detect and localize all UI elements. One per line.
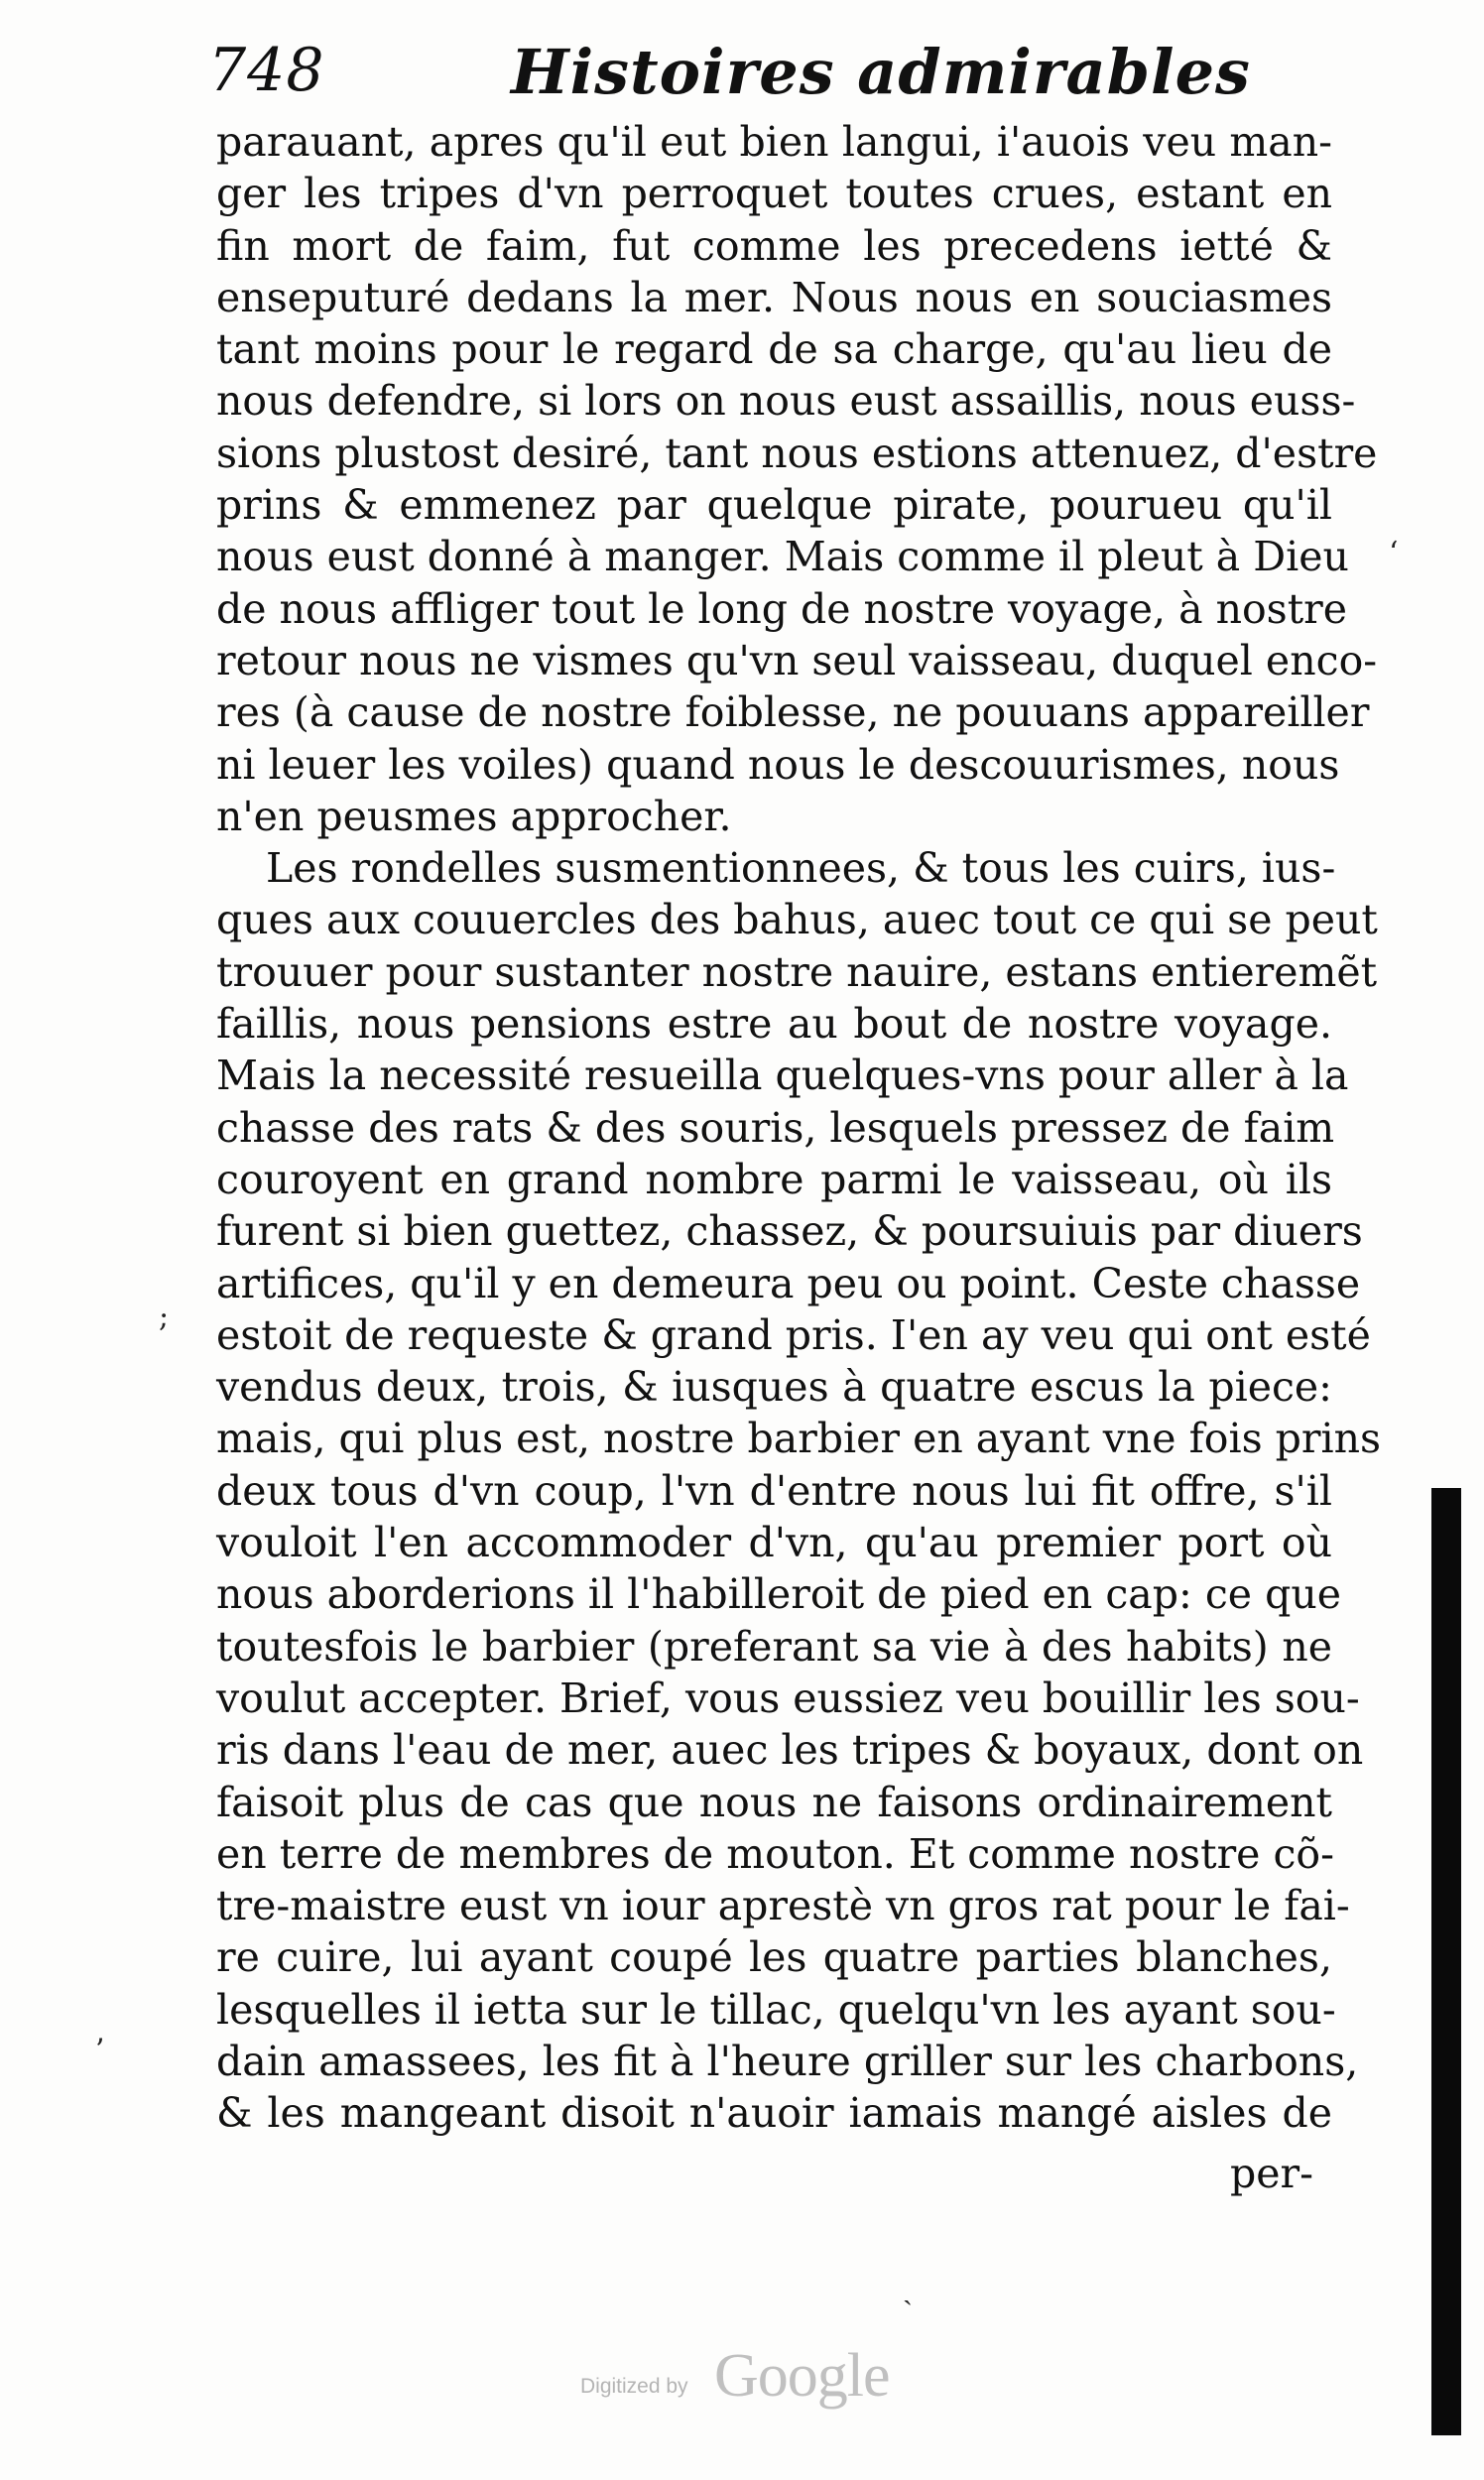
text-line: furent si bien guettez, chassez, & poursuiuis par diuers: [216, 1207, 1363, 1256]
text-line: lesquelles il ietta sur le tillac, quelqu'vn les ayant sou-: [216, 1985, 1336, 2034]
text-line: vouloit l'en accommoder d'vn, qu'au premier port où: [216, 1519, 1332, 1567]
text-line: retour nous ne vismes qu'vn seul vaisseau, duquel enco-: [216, 636, 1378, 684]
google-logo: Google: [714, 2342, 890, 2410]
text-line: mais, qui plus est, nostre barbier en ayant vne fois prins: [216, 1415, 1382, 1463]
ink-speck: ;: [159, 1300, 170, 1334]
text-line: en terre de membres de mouton. Et comme nostre cõ-: [216, 1829, 1334, 1878]
text-line: voulut accepter. Brief, vous eussiez veu bouillir les sou-: [216, 1674, 1360, 1722]
text-line: ris dans l'eau de mer, auec les tripes & boyaux, dont on: [216, 1726, 1364, 1775]
text-line: dain amassees, les fit à l'heure griller sur les charbons,: [216, 2037, 1359, 2085]
text-line: prins & emmenez par quelque pirate, pourueu qu'il: [216, 481, 1332, 530]
text-line: ger les tripes d'vn perroquet toutes crues, estant en: [216, 170, 1332, 218]
paragraph-start-line: Les rondelles susmentionnees, & tous les cuirs, ius-: [266, 844, 1336, 893]
text-line: fin mort de faim, fut comme les precedens ietté &: [216, 221, 1332, 270]
text-line: nous aborderions il l'habilleroit de pied en cap: ce que: [216, 1570, 1341, 1619]
text-line: nous defendre, si lors on nous eust assaillis, nous euss-: [216, 377, 1356, 426]
page-header: [208, 36, 1309, 125]
ink-speck: ʻ: [1389, 536, 1399, 570]
text-line: n'en peusmes approcher.: [216, 792, 732, 840]
text-line: chasse des rats & des souris, lesquels pressez de faim: [216, 1103, 1335, 1152]
ink-speck: ʼ: [94, 2034, 104, 2068]
text-line: artifices, qu'il y en demeura peu ou point. Ceste chasse: [216, 1259, 1361, 1307]
running-title: Histoires admirables: [511, 36, 1251, 108]
ink-speck: ˎ: [903, 2272, 913, 2306]
digitization-watermark: [580, 2341, 918, 2420]
text-line: sions plustost desiré, tant nous estions attenuez, d'estre: [216, 429, 1378, 477]
text-line: de nous affliger tout le long de nostre voyage, à nostre: [216, 584, 1348, 633]
text-line: vendus deux, trois, & iusques à quatre escus la piece:: [216, 1363, 1332, 1412]
text-line: faillis, nous pensions estre au bout de nostre voyage.: [216, 1000, 1332, 1049]
text-line: ques aux couuercles des bahus, auec tout ce qui se peut: [216, 896, 1378, 944]
body-text: [216, 116, 1382, 2140]
text-line: Mais la necessité resueilla quelques-vns pour aller à la: [216, 1052, 1349, 1100]
text-line: tant moins pour le regard de sa charge, qu'au lieu de: [216, 325, 1332, 374]
text-line: res (à cause de nostre foiblesse, ne pouuans appareiller: [216, 688, 1370, 737]
page-number: 748: [208, 36, 325, 105]
catchword: per-: [1230, 2150, 1313, 2197]
text-line: estoit de requeste & grand pris. I'en ay veu qui ont esté: [216, 1310, 1371, 1359]
text-line: toutesfois le barbier (preferant sa vie à des habits) ne: [216, 1622, 1332, 1671]
text-line: ni leuer les voiles) quand nous le descouurismes, nous: [216, 740, 1340, 789]
text-line: tre-maistre eust vn iour aprestè vn gros rat pour le fai-: [216, 1882, 1350, 1930]
text-line: faisoit plus de cas que nous ne faisons ordinairement: [216, 1778, 1332, 1826]
text-line: trouuer pour sustanter nostre nauire, estans entieremẽt: [216, 947, 1378, 996]
text-line: enseputuré dedans la mer. Nous nous en souciasmes: [216, 273, 1332, 321]
text-line: re cuire, lui ayant coupé les quatre parties blanches,: [216, 1933, 1332, 1982]
text-line: deux tous d'vn coup, l'vn d'entre nous lui fit offre, s'il: [216, 1466, 1332, 1515]
page-edge-shadow: [1431, 1488, 1461, 2435]
text-line: couroyent en grand nombre parmi le vaisseau, où ils: [216, 1155, 1332, 1203]
text-line: parauant, apres qu'il eut bien langui, i'auois veu man-: [216, 118, 1332, 166]
digitized-by-label: Digitized by: [580, 2375, 688, 2398]
text-line: nous eust donné à manger. Mais comme il pleut à Dieu: [216, 533, 1349, 581]
text-line: & les mangeant disoit n'auoir iamais mangé aisles de: [216, 2089, 1332, 2138]
